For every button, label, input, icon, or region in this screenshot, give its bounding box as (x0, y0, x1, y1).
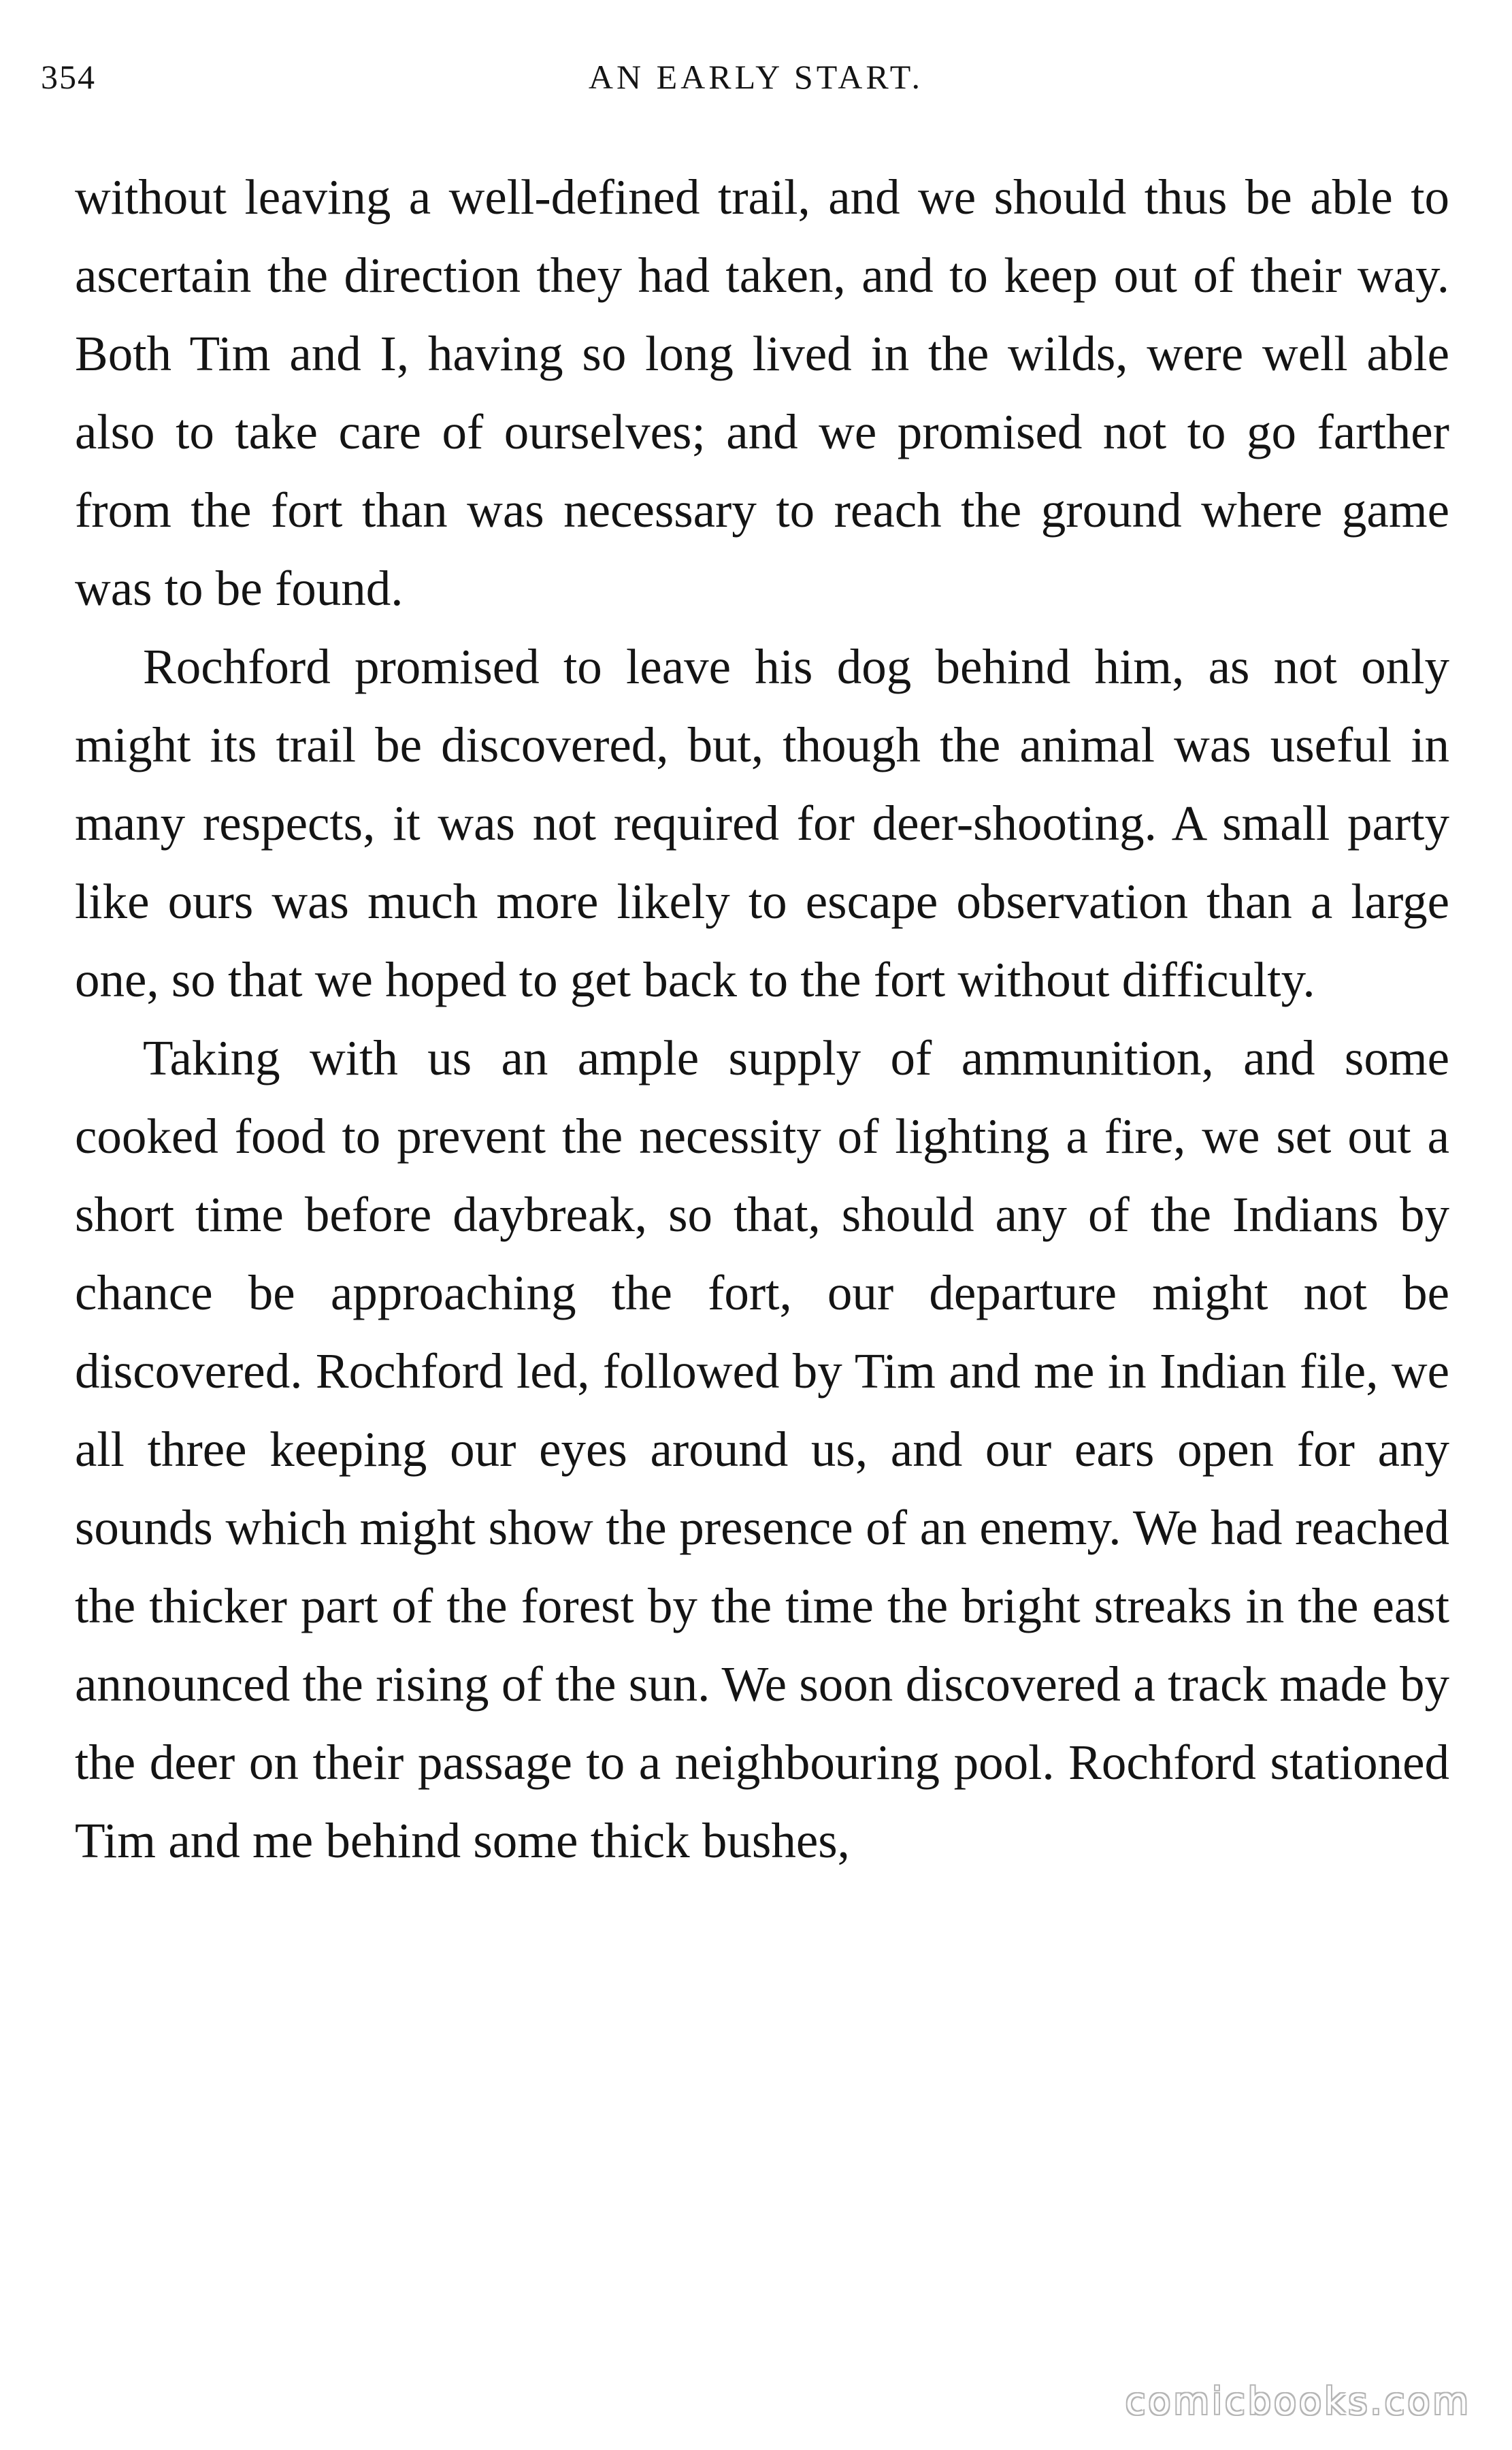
page-header (0, 57, 1512, 112)
paragraph-rochford-dog: Rochford promised to leave his dog behind him, as not only might its trail be discovered, but, though the animal was useful in many respects, it was not required for deer-shooting. A small party like ours was much more likely to escape observation than a large one, so that we hoped to get back to the fort without difficulty. (75, 639, 1449, 1007)
running-title: AN EARLY START. (588, 58, 924, 96)
page-body (75, 158, 1449, 1880)
watermark: comicbooks.com (1125, 2380, 1471, 2423)
paragraph-setting-out: Taking with us an ample supply of ammunition, and some cooked food to prevent the necessity of lighting a fire, we set out a short time before daybreak, so that, should any of the Indians by chance be approaching the fort, our departure might not be discovered. Rochford led, followed by Tim and me in Indian file, we all three keeping our eyes around us, and our ears open for any sounds which might show the presence of an enemy. We had reached the thicker part of the forest by the time the bright streaks in the east announced the rising of the sun. We soon discovered a track made by the deer on their passage to a neighbouring pool. Rochford stationed Tim and me behind some thick bushes, (75, 1030, 1449, 1868)
paragraph-continuation: without leaving a well-defined trail, and we should thus be able to ascertain the direction they had taken, and to keep out of their way. Both Tim and I, having so long lived in the wilds, were well able also to take care of ourselves; and we promised not to go farther from the fort than was necessary to reach the ground where game was to be found. (75, 169, 1449, 616)
page-number: 354 (41, 58, 96, 96)
